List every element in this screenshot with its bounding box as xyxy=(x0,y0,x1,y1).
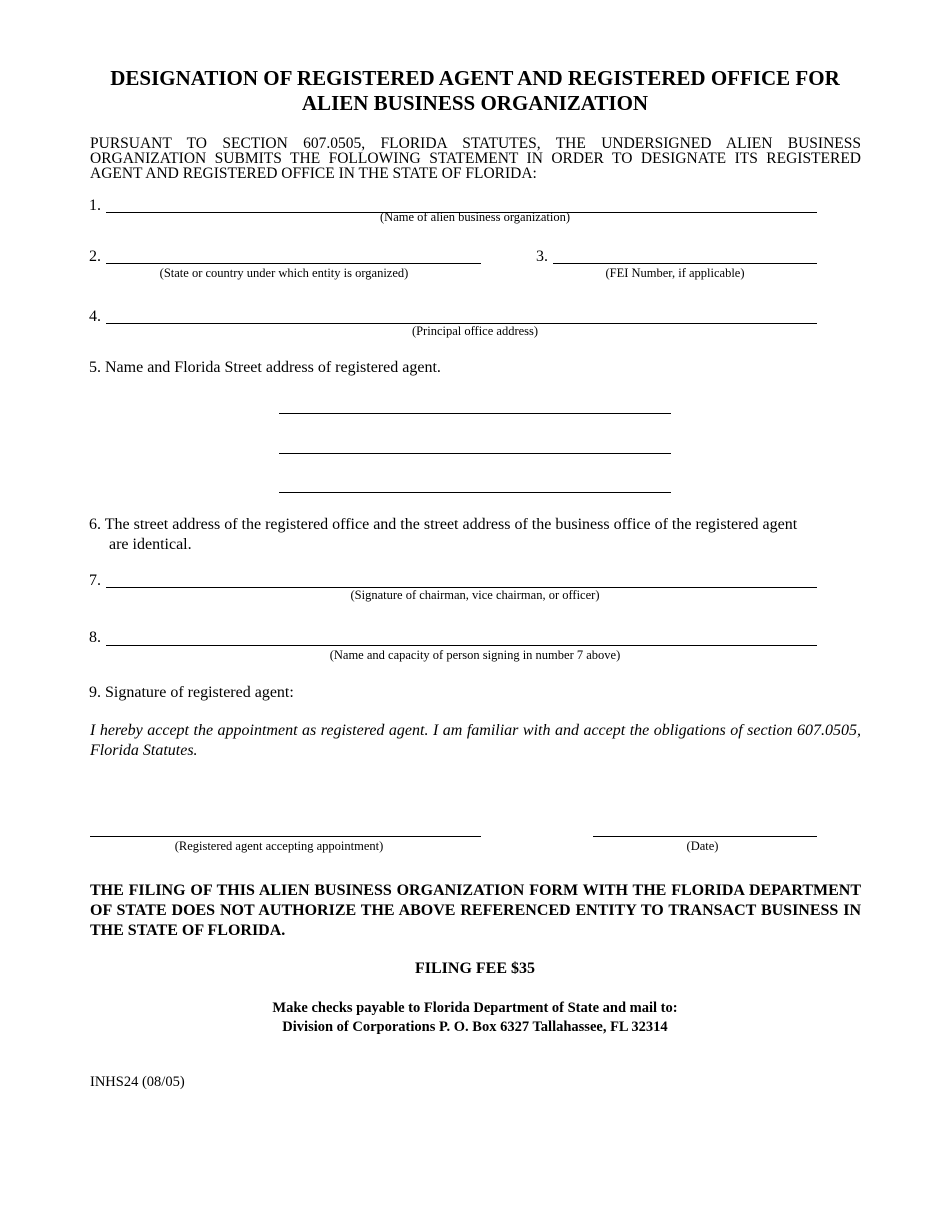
filing-fee: FILING FEE $35 xyxy=(414,960,535,977)
field-3-number: 3. xyxy=(536,248,548,265)
intro-paragraph: PURSUANT TO SECTION 607.0505, FLORIDA STATUTES, THE UNDERSIGNED ALIEN BUSINESS ORGANIZATION SUBMITS THE FOLLOWING STATEMENT IN ORDER TO DESIGNATE ITS REGISTERED AGENT AND REGISTERED OFFICE IN THE STATE OF FLORIDA: xyxy=(90,135,861,182)
field-7-caption: (Signature of chairman, vice chairman, or officer) xyxy=(350,588,600,602)
form-number: INHS24 (08/05) xyxy=(90,1074,185,1090)
mailing-line-1: Make checks payable to Florida Department of State and mail to: xyxy=(272,1000,678,1016)
field-9-label: 9. Signature of registered agent: xyxy=(89,684,294,701)
field-1-number: 1. xyxy=(89,197,101,214)
filing-notice: THE FILING OF THIS ALIEN BUSINESS ORGANIZATION FORM WITH THE FLORIDA DEPARTMENT OF STATE DOES NOT AUTHORIZE THE ABOVE REFERENCED ENTITY TO TRANSACT BUSINESS IN THE STATE OF FLORIDA. xyxy=(90,882,861,939)
agent-signature-line[interactable] xyxy=(90,836,481,837)
field-1-caption: (Name of alien business organization) xyxy=(380,210,570,224)
field-8-number: 8. xyxy=(89,629,101,646)
title-line-1: DESIGNATION OF REGISTERED AGENT AND REGISTERED OFFICE FOR xyxy=(110,66,840,90)
title-line-2: ALIEN BUSINESS ORGANIZATION xyxy=(301,91,649,115)
field-8-caption: (Name and capacity of person signing in number 7 above) xyxy=(329,648,621,662)
date-caption: (Date) xyxy=(686,839,719,853)
field-8-line[interactable] xyxy=(106,645,817,646)
field-2-caption: (State or country under which entity is organized) xyxy=(159,266,409,280)
field-3-line[interactable] xyxy=(553,263,817,264)
mailing-instructions xyxy=(0,999,950,1037)
field-6-line-1: 6. The street address of the registered office and the street address of the business office of the registered agent xyxy=(89,516,798,533)
field-2-line[interactable] xyxy=(106,263,481,264)
field-3-caption: (FEI Number, if applicable) xyxy=(605,266,745,280)
acceptance-statement: I hereby accept the appointment as registered agent. I am familiar with and accept the obligations of section 607.0505, Florida Statutes. xyxy=(90,722,861,759)
field-2-number: 2. xyxy=(89,248,101,265)
agent-address-line-1[interactable] xyxy=(279,413,671,414)
field-5-label: 5. Name and Florida Street address of registered agent. xyxy=(89,359,441,376)
field-6-line-2: are identical. xyxy=(109,536,192,553)
page-title xyxy=(60,66,890,116)
mailing-line-2: Division of Corporations P. O. Box 6327 Tallahassee, FL 32314 xyxy=(282,1019,668,1035)
agent-address-line-3[interactable] xyxy=(279,492,671,493)
field-4-caption: (Principal office address) xyxy=(411,324,539,338)
field-7-number: 7. xyxy=(89,572,101,589)
agent-signature-caption: (Registered agent accepting appointment) xyxy=(174,839,384,853)
date-line[interactable] xyxy=(593,836,817,837)
field-4-number: 4. xyxy=(89,308,101,325)
agent-address-line-2[interactable] xyxy=(279,453,671,454)
